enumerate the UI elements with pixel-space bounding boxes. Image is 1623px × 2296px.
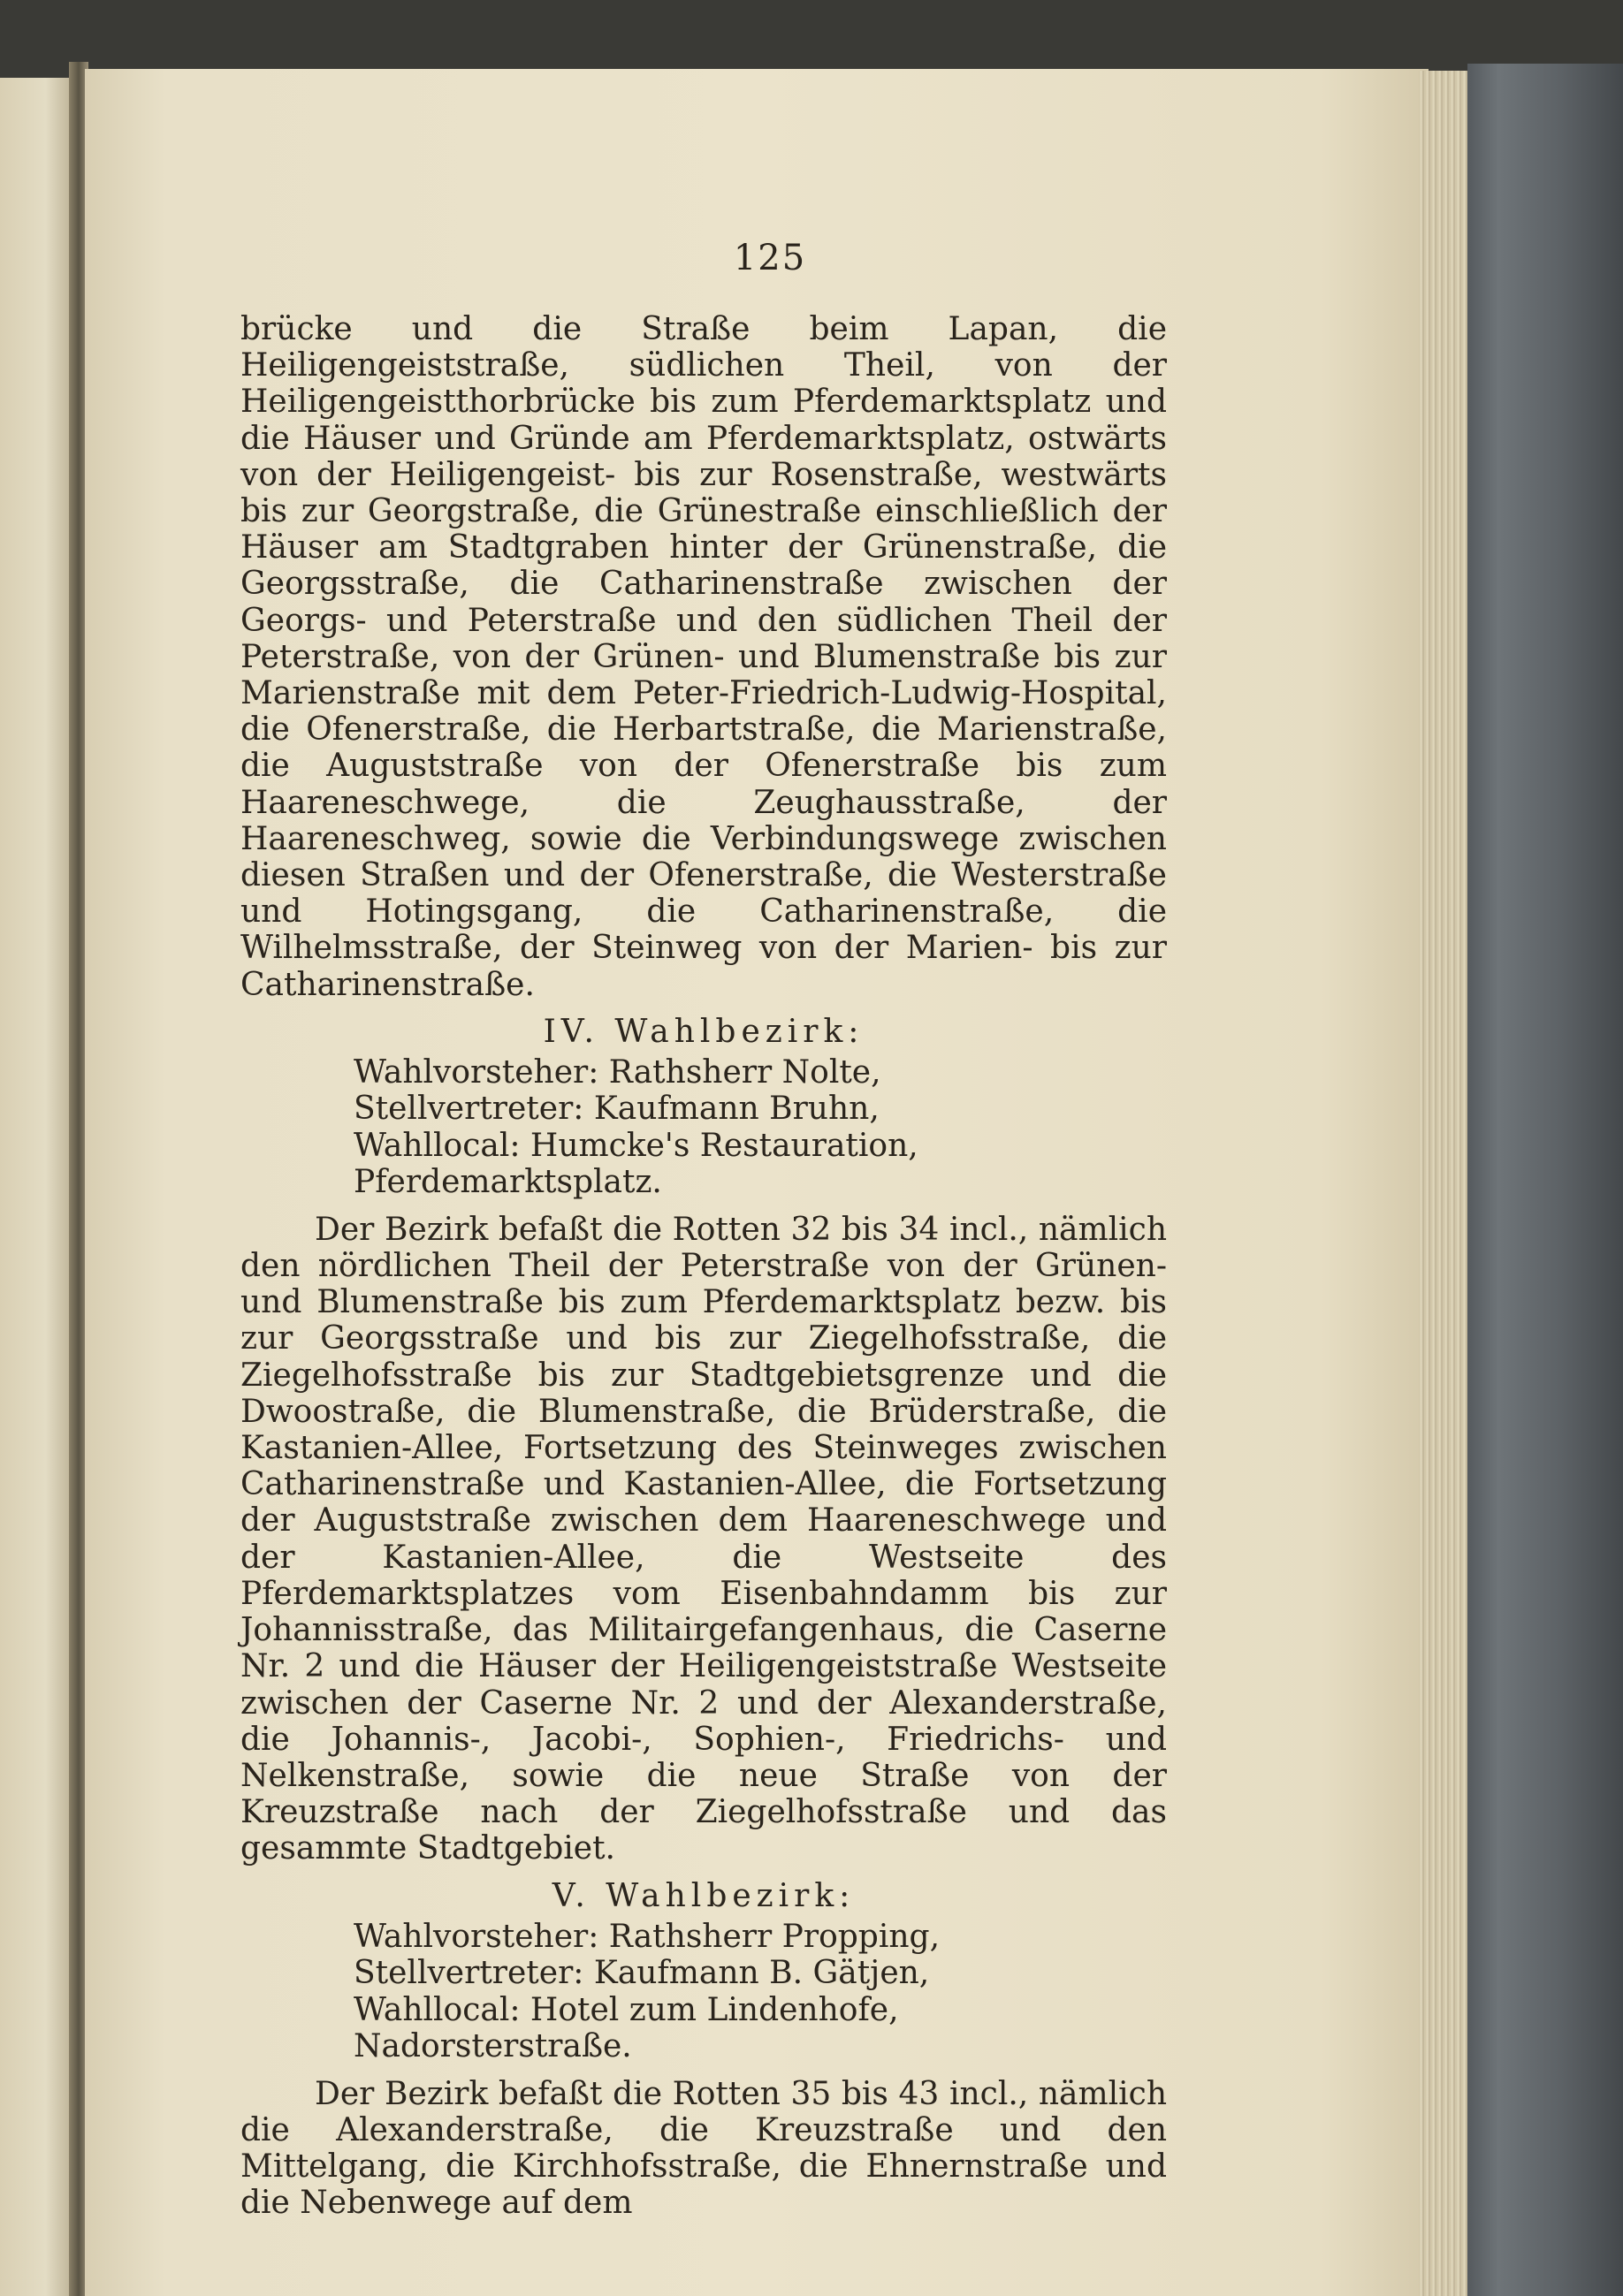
text-blocks (240, 311, 1167, 2221)
official-line: Stellvertreter: Kaufmann Bruhn, (354, 1091, 880, 1128)
official-line: Wahllocal: Humcke's Restauration, Pferdemarktsplatz. (354, 1127, 918, 1201)
paragraph: Der Bezirk befaßt die Rotten 32 bis 34 incl., nämlich den nördlichen Theil der Peterstraße von der Grünen- und Blumenstraße bis zum Pferdemarktsplatz bezw. bis zur Georgsstraße und bis zur Ziegelhofsstraße, die Ziegelhofsstraße bis zur Stadtgebietsgrenze und die Dwoostraße, die Blumenstraße, die Brüderstraße, die Kastanien-Allee, Fortsetzung des Steinweges zwischen Catharinenstraße und Kastanien-Allee, die Fortsetzung der Auguststraße zwischen dem Haareneschwege und der Kastanien-Allee, die Westseite des Pferdemarktsplatzes vom Eisenbahndamm bis zur Johannisstraße, das Militairgefangenhaus, die Caserne Nr. 2 und die Häuser der Heiligengeiststraße Westseite zwischen der Caserne Nr. 2 und der Alexanderstraße, die Johannis-, Jacobi-, Sophien-, Friedrichs- und Nelkenstraße, sowie die neue Straße von der Kreuzstraße nach der Ziegelhofsstraße und das gesammte Stadtgebiet. (240, 1211, 1167, 1867)
paragraph: brücke und die Straße beim Lapan, die Heiligengeiststraße, südlichen Theil, von der Heiligengeistthorbrücke bis zum Pferdemarktsplatz und die Häuser und Gründe am Pferdemarktsplatz, ostwärts von der Heiligengeist- bis zur Rosenstraße, westwärts bis zur Georgstraße, die Grünestraße einschließlich der Häuser am Stadtgraben hinter der Grünenstraße, die Georgsstraße, die Catharinenstraße zwischen der Georgs- und Peterstraße und den südlichen Theil der Peterstraße, von der Grünen- und Blumenstraße bis zur Marienstraße mit dem Peter-Friedrich-Ludwig-Hospital, die Ofenerstraße, die Herbartstraße, die Marienstraße, die Auguststraße von der Ofenerstraße bis zum Haareneschwege, die Zeughausstraße, der Haareneschweg, sowie die Verbindungswege zwischen diesen Straßen und der Ofenerstraße, die Westerstraße und Hotingsgang, die Catharinenstraße, die Wilhelmsstraße, der Steinweg von der Marien- bis zur Catharinenstraße. (240, 311, 1167, 1003)
paragraph: Der Bezirk befaßt die Rotten 35 bis 43 incl., nämlich die Alexanderstraße, die Kreuzstraße und den Mittelgang, die Kirchhofsstraße, die Ehnernstraße und die Nebenwege auf dem (240, 2075, 1167, 2222)
section-heading: V. Wahlbezirk: (552, 1877, 856, 1914)
election-officials (240, 1054, 1167, 1201)
page-edges (1419, 71, 1470, 2296)
official-line: Wahlvorsteher: Rathsherr Nolte, (354, 1053, 881, 1091)
left-page-edge (0, 78, 76, 2296)
page-number: 125 (733, 238, 807, 278)
official-line: Stellvertreter: Kaufmann B. Gätjen, (354, 1955, 930, 1992)
book-cover (1467, 64, 1623, 2296)
official-line: Wahlvorsteher: Rathsherr Propping, (354, 1918, 941, 1955)
page-content (240, 240, 1167, 2221)
election-officials (240, 1919, 1167, 2065)
official-line: Wahllocal: Hotel zum Lindenhofe, Nadorsterstraße. (354, 1991, 899, 2065)
section-heading: IV. Wahlbezirk: (543, 1013, 865, 1050)
